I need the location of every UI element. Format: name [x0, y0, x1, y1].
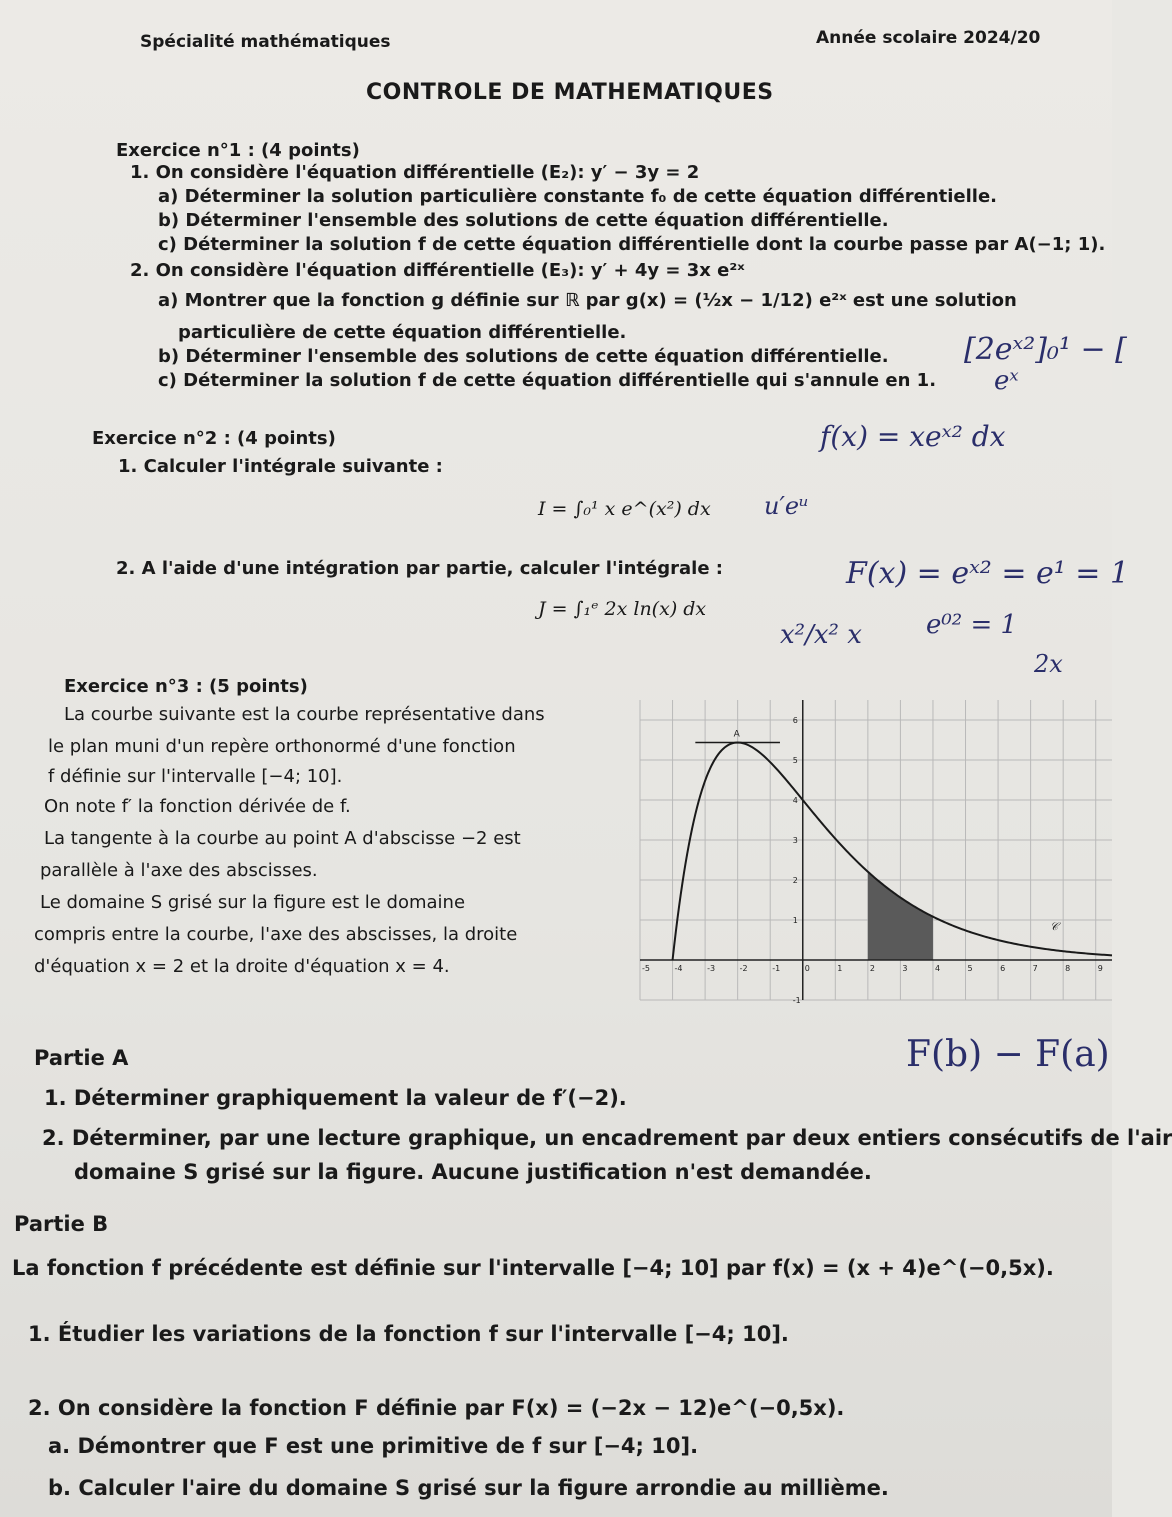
ex1-q2: 2. On considère l'équation différentielle (E₃): y′ + 4y = 3x e²ˣ: [130, 260, 745, 281]
header-left: Spécialité mathématiques: [140, 32, 391, 52]
curve-label: 𝒞: [1050, 920, 1059, 933]
x-tick-label: 4: [934, 964, 941, 973]
function-graph: [640, 700, 1112, 1005]
handwritten-note-ueu: u′eᵘ: [764, 492, 809, 520]
y-tick-label: 2: [792, 876, 798, 885]
handwritten-note-bracket: [2eˣ²]₀¹ − [: [964, 332, 1127, 367]
x-tick-label: 2: [869, 964, 875, 973]
ex1-q1c: c) Déterminer la solution f de cette équation différentielle dont la courbe passe par A(−1; 1).: [158, 234, 1106, 255]
x-tick-label: 8: [1065, 964, 1071, 973]
ex3-title: Exercice n°3 : (5 points): [64, 676, 308, 697]
header-right: Année scolaire 2024/20: [816, 28, 1041, 48]
part-b-title: Partie B: [14, 1212, 109, 1236]
y-tick-label: 1: [792, 916, 798, 925]
handwritten-note-e0: e⁰² = 1: [926, 610, 1018, 640]
part-b-q2b: b. Calculer l'aire du domaine S grisé sur la figure arrondie au millième.: [48, 1476, 889, 1500]
part-a-q2-cont: domaine S grisé sur la figure. Aucune justification n'est demandée.: [74, 1160, 872, 1184]
ex1-title: Exercice n°1 : (4 points): [116, 140, 360, 161]
handwritten-note-fraction: x²/x² x: [780, 620, 862, 650]
x-tick-label: 1: [837, 964, 843, 973]
ex1-q1b: b) Déterminer l'ensemble des solutions de cette équation différentielle.: [158, 210, 889, 231]
part-b-q1: 1. Étudier les variations de la fonction f sur l'intervalle [−4; 10].: [28, 1322, 789, 1346]
x-tick-label: -5: [642, 964, 650, 973]
x-tick-label: 7: [1032, 964, 1038, 973]
x-tick-label: 6: [1000, 964, 1006, 973]
ex3-line-7: Le domaine S grisé sur la figure est le domaine: [40, 892, 466, 913]
ex1-q2a-cont: particulière de cette équation différentielle.: [178, 322, 627, 343]
handwritten-note-fx: f(x) = xeˣ² dx: [820, 420, 1006, 453]
x-tick-label: -1: [772, 964, 781, 973]
ex3-line-6: parallèle à l'axe des abscisses.: [40, 860, 318, 881]
ex3-line-1: La courbe suivante est la courbe représentative dans: [64, 704, 545, 725]
ex1-q1: 1. On considère l'équation différentielle (E₂): y′ − 3y = 2: [130, 162, 700, 183]
ex3-line-2: le plan muni d'un repère orthonormé d'une fonction: [48, 736, 516, 757]
y-tick-label: 6: [792, 716, 798, 725]
ex3-line-4: On note f′ la fonction dérivée de f.: [44, 796, 351, 817]
ex2-q2: 2. A l'aide d'une intégration par partie, calculer l'intégrale :: [116, 558, 723, 579]
ex1-q2c: c) Déterminer la solution f de cette équation différentielle qui s'annule en 1.: [158, 370, 937, 391]
part-a-q1: 1. Déterminer graphiquement la valeur de f′(−2).: [44, 1086, 627, 1110]
ex2-integral-i: I = ∫₀¹ x e^(x²) dx: [538, 498, 711, 520]
y-tick-label: 4: [792, 796, 798, 805]
ex2-title: Exercice n°2 : (4 points): [92, 428, 336, 449]
x-tick-label: 3: [902, 964, 908, 973]
page-title: CONTROLE DE MATHEMATIQUES: [366, 80, 774, 105]
y-tick-label: 3: [792, 836, 798, 845]
x-tick-label: 0: [804, 964, 810, 973]
part-a-q2: 2. Déterminer, par une lecture graphique, un encadrement par deux entiers consécutifs de l'air: [42, 1126, 1172, 1150]
handwritten-note-Fb-Fa: F(b) − F(a): [906, 1034, 1110, 1075]
part-b-q2a: a. Démontrer que F est une primitive de f sur [−4; 10].: [48, 1434, 699, 1458]
ex3-line-5: La tangente à la courbe au point A d'abscisse −2 est: [44, 828, 521, 849]
ex3-line-3: f définie sur l'intervalle [−4; 10].: [48, 766, 343, 787]
part-a-title: Partie A: [34, 1046, 129, 1070]
ex1-q2b: b) Déterminer l'ensemble des solutions de cette équation différentielle.: [158, 346, 889, 367]
y-tick-label: 5: [792, 756, 798, 765]
ex1-q2a: a) Montrer que la fonction g définie sur ℝ par g(x) = (½x − 1/12) e²ˣ est une solution: [158, 290, 1017, 311]
ex3-line-8: compris entre la courbe, l'axe des abscisses, la droite: [34, 924, 518, 945]
handwritten-note-ex: eˣ: [994, 366, 1019, 396]
part-b-q2: 2. On considère la fonction F définie par F(x) = (−2x − 12)e^(−0,5x).: [28, 1396, 845, 1420]
x-tick-label: -4: [674, 964, 683, 973]
x-tick-label: 5: [967, 964, 973, 973]
part-b-intro: La fonction f précédente est définie sur l'intervalle [−4; 10] par f(x) = (x + 4)e^(−0,5x).: [12, 1256, 1054, 1280]
ex2-q1: 1. Calculer l'intégrale suivante :: [118, 456, 443, 477]
ex2-integral-j: J = ∫₁ᵉ 2x ln(x) dx: [538, 598, 707, 620]
handwritten-note-Fx: F(x) = eˣ² = e¹ = 1: [846, 556, 1130, 591]
point-a-label: A: [733, 729, 740, 740]
x-tick-label: -2: [739, 964, 748, 973]
x-tick-label: -3: [707, 964, 716, 973]
ex1-q1a: a) Déterminer la solution particulière constante f₀ de cette équation différentielle.: [158, 186, 998, 207]
x-tick-label: 9: [1097, 964, 1103, 973]
y-tick-label: -1: [792, 996, 801, 1005]
ex3-line-9: d'équation x = 2 et la droite d'équation x = 4.: [34, 956, 450, 977]
graph-tick-labels: [642, 716, 1103, 1005]
handwritten-note-2x: 2x: [1034, 650, 1063, 678]
